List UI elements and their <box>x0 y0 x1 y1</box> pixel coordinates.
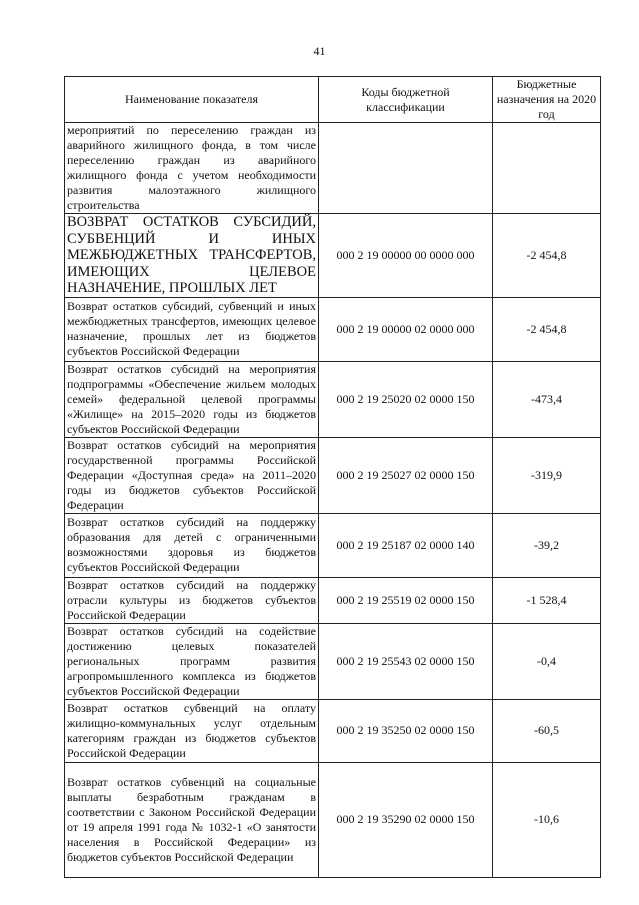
row-code <box>319 123 493 214</box>
row-code: 000 2 19 00000 02 0000 000 <box>319 297 493 361</box>
table-row <box>65 361 601 437</box>
row-name: мероприятий по переселению граждан из аварийного жилищного фонда, в том числе переселению граждан из аварийного жилищного фонда с учетом необходимости развития малоэтажного жилищного строительства <box>65 123 319 214</box>
row-name: Возврат остатков субвенций на социальные выплаты безработным гражданам в соответствии с Законом Российской Федерации от 19 апреля 1991 года № 1032-1 «О занятости населения в Российской Федерации» из бюджетов субъектов Российской Федерации <box>65 762 319 877</box>
table-row <box>65 437 601 513</box>
row-name: Возврат остатков субсидий на мероприятия государственной программы Российской Федерации «Доступная среда» на 2011–2020 годы из бюджетов субъектов Российской Федерации <box>65 437 319 513</box>
row-amount: -473,4 <box>493 361 601 437</box>
table-row <box>65 623 601 699</box>
row-amount: -1 528,4 <box>493 577 601 623</box>
table-row <box>65 123 601 214</box>
row-name: Возврат остатков субсидий на поддержку отрасли культуры из бюджетов субъектов Российской Федерации <box>65 577 319 623</box>
row-amount: -39,2 <box>493 513 601 577</box>
header-code: Коды бюджетной классификации <box>319 77 493 123</box>
row-amount: -0,4 <box>493 623 601 699</box>
row-amount: -319,9 <box>493 437 601 513</box>
table-row <box>65 577 601 623</box>
row-name: ВОЗВРАТ ОСТАТКОВ СУБСИДИЙ, СУБВЕНЦИЙ И ИНЫХ МЕЖБЮДЖЕТНЫХ ТРАНСФЕРТОВ, ИМЕЮЩИХ ЦЕЛЕВОЕ НАЗНАЧЕНИЕ, ПРОШЛЫХ ЛЕТ <box>65 214 319 298</box>
table-row <box>65 513 601 577</box>
row-amount: -60,5 <box>493 699 601 762</box>
row-code: 000 2 19 25519 02 0000 150 <box>319 577 493 623</box>
row-amount: -2 454,8 <box>493 297 601 361</box>
row-name: Возврат остатков субсидий на поддержку образования для детей с ограниченными возможностями здоровья из бюджетов субъектов Российской Федерации <box>65 513 319 577</box>
row-code: 000 2 19 25187 02 0000 140 <box>319 513 493 577</box>
row-name: Возврат остатков субсидий на мероприятия подпрограммы «Обеспечение жильем молодых семей» федеральной целевой программы «Жилище» на 2015–2020 годы из бюджетов субъектов Российской Федерации <box>65 361 319 437</box>
header-name: Наименование показателя <box>65 77 319 123</box>
table-row <box>65 762 601 877</box>
header-amount: Бюджетные назначения на 2020 год <box>493 77 601 123</box>
row-code: 000 2 19 35290 02 0000 150 <box>319 762 493 877</box>
row-code: 000 2 19 25543 02 0000 150 <box>319 623 493 699</box>
row-name: Возврат остатков субвенций на оплату жилищно-коммунальных услуг отдельным категориям граждан из бюджетов субъектов Российской Федерации <box>65 699 319 762</box>
table-header-row <box>65 77 601 123</box>
row-code: 000 2 19 35250 02 0000 150 <box>319 699 493 762</box>
table-row <box>65 214 601 298</box>
row-amount <box>493 123 601 214</box>
row-amount: -10,6 <box>493 762 601 877</box>
row-code: 000 2 19 25020 02 0000 150 <box>319 361 493 437</box>
row-code: 000 2 19 25027 02 0000 150 <box>319 437 493 513</box>
page-number: 41 <box>313 44 326 58</box>
row-name: Возврат остатков субсидий, субвенций и иных межбюджетных трансфертов, имеющих целевое назначение, прошлых лет из бюджетов субъектов Российской Федерации <box>65 297 319 361</box>
budget-table <box>64 76 601 878</box>
table-row <box>65 699 601 762</box>
row-amount: -2 454,8 <box>493 214 601 298</box>
row-name: Возврат остатков субсидий на содействие достижению целевых показателей региональных программ развития агропромышленного комплекса из бюджетов субъектов Российской Федерации <box>65 623 319 699</box>
table-row <box>65 297 601 361</box>
row-code: 000 2 19 00000 00 0000 000 <box>319 214 493 298</box>
